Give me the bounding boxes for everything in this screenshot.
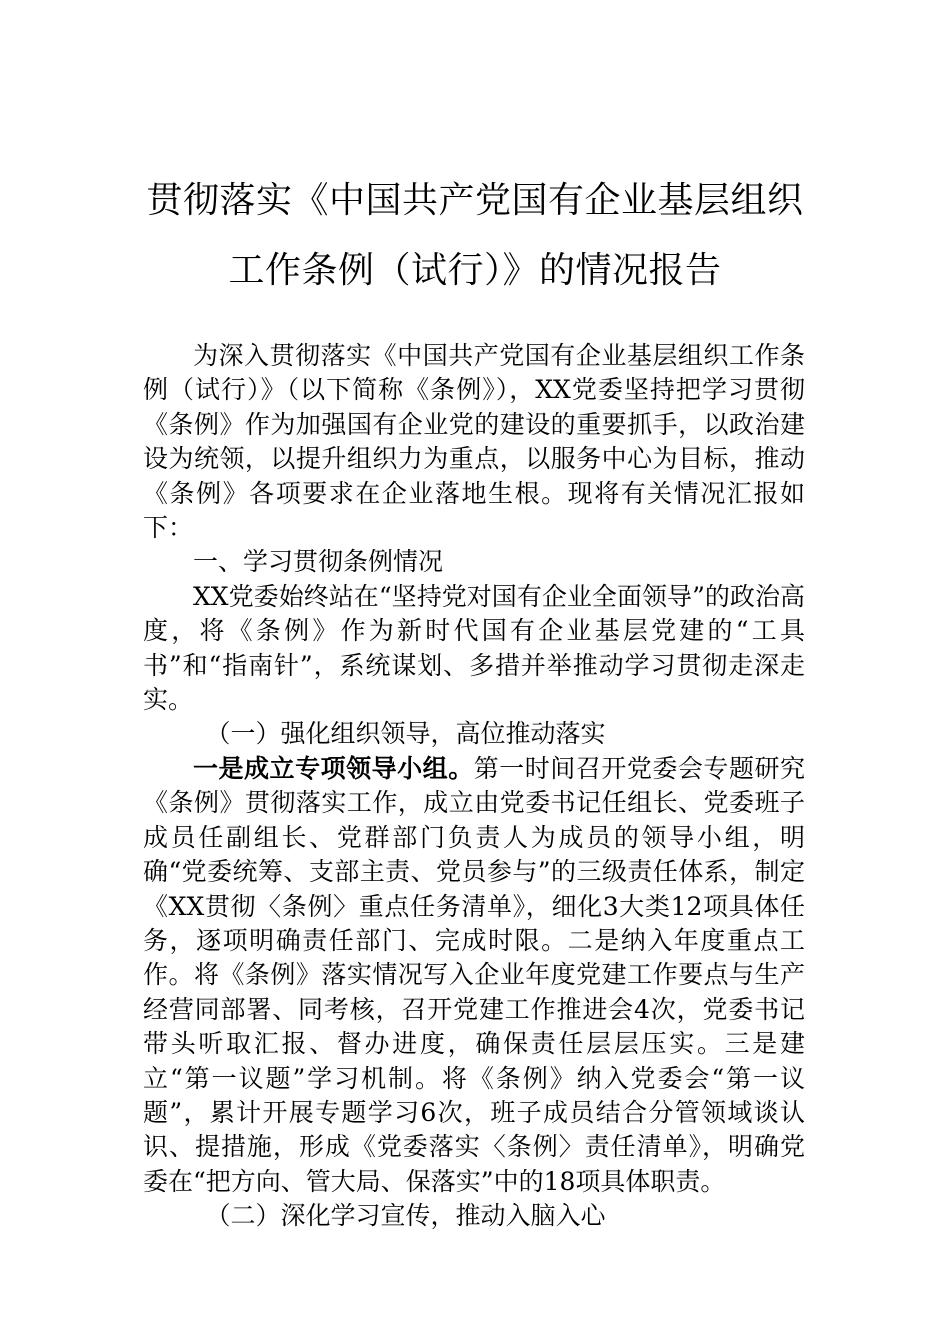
- section-1-intro-paragraph: XX党委始终站在“坚持党对国有企业全面领导”的政治高度，将《条例》作为新时代国有企业基层党建的“工具书”和“指南针”，系统谋划、多措并举推动学习贯彻走深走实。: [143, 581, 805, 715]
- subsection-2-heading: （二）深化学习宣传，推动入脑入心: [205, 1201, 606, 1231]
- subsection-1-lead: 一是成立专项领导小组。: [193, 753, 474, 783]
- subsection-1-body: 第一时间召开党委会专题研究《条例》贯彻落实工作，成立由党委书记任组长、党委班子成员任副组长、党群部门负责人为成员的领导小组，明确“党委统筹、支部主责、党员参与”的三级责任体系，制定《XX贯彻〈条例〉重点任务清单》，细化3大类12项具体任务，逐项明确责任部门、完成时限。二是纳入年度重点工作。将《条例》落实情况写入企业年度党建工作要点与生产经营同部署、同考核，召开党建工作推进会4次，党委书记带头听取汇报、督办进度，确保责任层层压实。三是建立“第一议题”学习机制。将《条例》纳入党委会“第一议题”，累计开展专题学习6次，班子成员结合分管领域谈认识、提措施，形成《党委落实〈条例〉责任清单》，明确党委在“把方向、管大局、保落实”中的18项具体职责。: [143, 753, 805, 1196]
- subsection-1-paragraph: [143, 752, 805, 1199]
- document-title-line-2: 工作条例（试行）》的情况报告: [228, 250, 722, 291]
- document-body: [143, 339, 805, 1234]
- section-1-heading: 一、学习贯彻条例情况: [193, 547, 444, 577]
- subsection-1-heading: （一）强化组织领导，高位推动落实: [205, 719, 606, 749]
- intro-paragraph: 为深入贯彻落实《中国共产党国有企业基层组织工作条例（试行）》（以下简称《条例》），XX党委坚持把学习贯彻《条例》作为加强国有企业党的建设的重要抓手，以政治建设为统领，以提升组织力为重点，以服务中心为目标，推动《条例》各项要求在企业落地生根。现将有关情况汇报如下：: [143, 341, 805, 543]
- document-title-line-1: 贯彻落实《中国共产党国有企业基层组织: [146, 180, 804, 221]
